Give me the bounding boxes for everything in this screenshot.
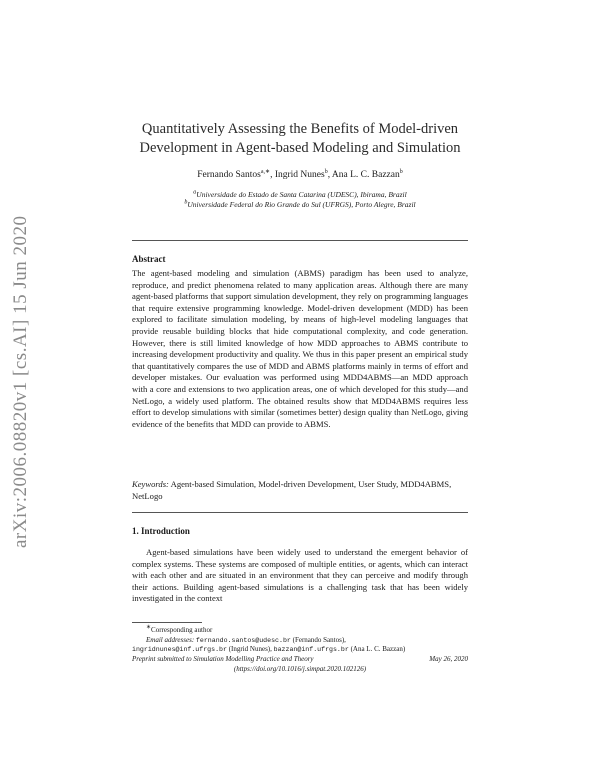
email-link-3[interactable]: bazzan@inf.ufrgs.br <box>273 646 349 654</box>
email-link-1[interactable]: fernando.santos@udesc.br <box>195 636 291 644</box>
abstract-text: The agent-based modeling and simulation (ABMS) paradigm has been used to analyze, reproduce, and predict phenomena related to many application areas. Although there are many agent-based platforms that support simulation development, they rely on programming languages that require extensive programming knowledge. Model-driven development (MDD) has been explored to facilitate simulation modeling, by means of high-level modeling languages that provide reusable building blocks that hide computational complexity, and code generation. However, there is still limited knowledge of how MDD approaches to ABMS contribute to increasing development productivity and quality. We thus in this paper present an empirical study that quantitatively compares the use of MDD and ABMS platforms mainly in terms of effort and developer mistakes. Our evaluation was performed using MDD4ABMS—an MDD approach with a core and extensions to two application areas, one of which developed for this study—and NetLogo, a widely used platform. The obtained results show that MDD4ABMS requires less effort to develop simulations with similar (sometimes better) design quality than NetLogo, giving evidence of the benefits that MDD can provide to ABMS. <box>132 268 468 429</box>
title-line-1: Quantitatively Assessing the Benefits of Model-driven <box>141 121 459 137</box>
keywords-text: Agent-based Simulation, Model-driven Development, User Study, MDD4ABMS, NetLogo <box>132 479 452 501</box>
abstract-bottom-rule <box>132 512 468 513</box>
paper-title <box>110 120 490 158</box>
author-3: Ana L. C. Bazzan$^b$ <box>331 168 403 180</box>
title-line-2: Development in Agent-based Modeling and Simulation <box>139 140 461 156</box>
abstract-top-rule <box>132 240 468 241</box>
preprint-date: May 26, 2020 <box>429 655 468 663</box>
footnote-rule <box>132 622 202 623</box>
preprint-venue: Preprint submitted to Simulation Modelling Practice and Theory <box>132 655 314 663</box>
author-list: Fernando Santos$^{a,∗}$, Ingrid Nunes$^b$, Ana L. C. Bazzan$^b$ <box>197 168 403 180</box>
email-addresses-line-1: Email addresses: fernando.santos@udesc.br (Fernando Santos), <box>146 635 346 644</box>
corresponding-author-note: ∗Corresponding author <box>146 624 213 634</box>
doi-link[interactable]: (https://doi.org/10.1016/j.simpat.2020.102126) <box>233 665 367 673</box>
author-1: Fernando Santos$^{a,∗}$ <box>197 168 271 180</box>
abstract-heading: Abstract <box>132 254 166 264</box>
affiliation-a: $^a$Universidade do Estado de Santa Catarina (UDESC), Ibirama, Brazil <box>193 189 407 199</box>
affiliations <box>110 190 490 210</box>
email-addresses-line-2: ingridnunes@inf.ufrgs.br (Ingrid Nunes), bazzan@inf.ufrgs.br (Ana L. C. Bazzan) <box>132 645 406 654</box>
email-link-2[interactable]: ingridnunes@inf.ufrgs.br <box>132 646 227 654</box>
arxiv-identifier: arXiv:2006.08820v1 [cs.AI] 15 Jun 2020 <box>10 215 31 548</box>
affiliation-b: $^b$Universidade Federal do Rio Grande do Sul (UFRGS), Porto Alegre, Brazil <box>184 199 416 209</box>
keywords <box>132 479 468 502</box>
preprint-line <box>132 655 468 663</box>
introduction-heading: 1. Introduction <box>132 526 190 536</box>
footnotes <box>132 626 468 655</box>
keywords-label: Keywords: <box>132 479 169 489</box>
author-2: Ingrid Nunes$^b$ <box>274 168 328 180</box>
introduction-text: Agent-based simulations have been widely used to understand the emergent behavior of complex systems. These systems are composed of multiple entities, or agents, which can interact with each other and are situated in an environment that they can perceive and modify through their actions. Building agent-based simulations is a challenging task that has been widely investigated in the context <box>132 547 468 604</box>
